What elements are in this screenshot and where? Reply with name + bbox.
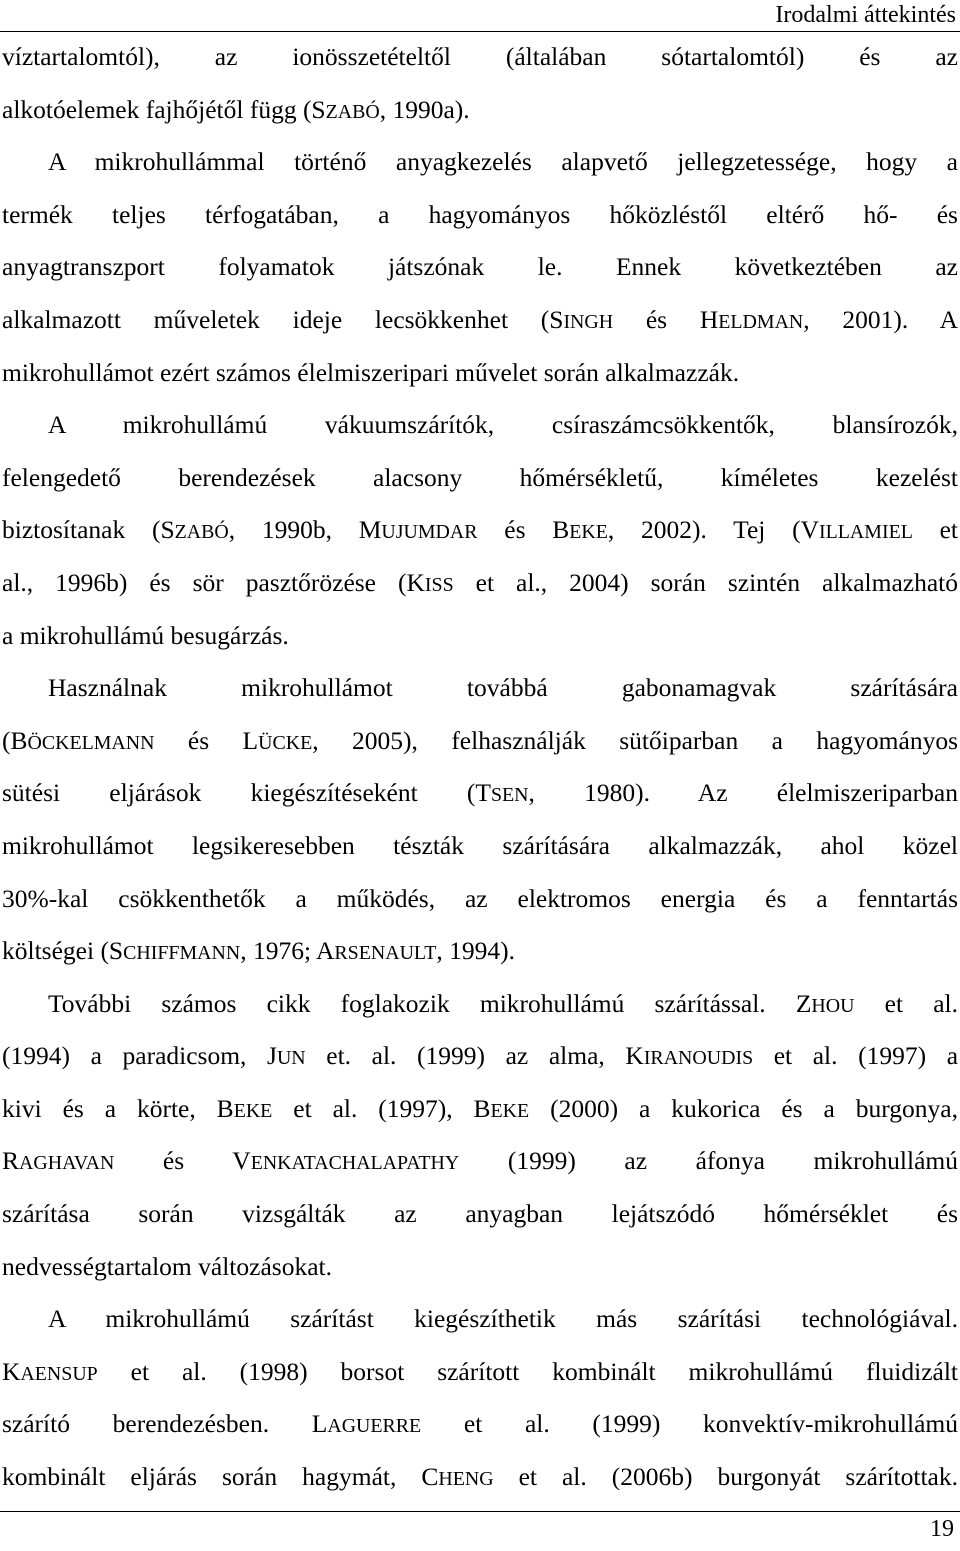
text-line: alkalmazott műveletek ideje lecsökkenhet (SINGH és HELDMAN, 2001). A	[2, 304, 958, 334]
text-line: nedvességtartalom változásokat.	[2, 1251, 332, 1281]
text-line: 30%-kal csökkenthetők a működés, az elektromos energia és a fenntartás	[2, 883, 958, 913]
text-line: A mikrohullámú szárítást kiegészíthetik más szárítási technológiával.	[48, 1304, 958, 1334]
text-line: szárító berendezésben. LAGUERRE et al. (1999) konvektív-mikrohullámú	[2, 1409, 958, 1439]
text-line: (BÖCKELMANN és LÜCKE, 2005), felhasználják sütőiparban a hagyományos	[2, 725, 959, 755]
body-text	[2, 31, 958, 1504]
text-line: RAGHAVAN és VENKATACHALAPATHY (1999) az áfonya mikrohullámú	[2, 1146, 958, 1176]
text-line: alkotóelemek fajhőjétől függ (SZABÓ, 1990a).	[2, 94, 470, 124]
text-line: A mikrohullámmal történő anyagkezelés alapvető jellegzetessége, hogy a	[48, 147, 958, 177]
running-header-title: Irodalmi áttekintés	[775, 2, 956, 28]
text-line: felengedető berendezések alacsony hőmérsékletű, kíméletes kezelést	[2, 462, 958, 492]
text-line: költségei (SCHIFFMANN, 1976; ARSENAULT, 1994).	[2, 936, 516, 966]
page-number: 19	[930, 1516, 954, 1542]
text-line: mikrohullámot legsikeresebben tészták szárítására alkalmazzák, ahol közel	[2, 830, 958, 860]
text-line: KAENSUP et al. (1998) borsot szárított kombinált mikrohullámú fluidizált	[2, 1356, 958, 1386]
text-line: mikrohullámot ezért számos élelmiszeripari művelet során alkalmazzák.	[2, 357, 740, 387]
page-header	[0, 0, 960, 34]
text-line: (1994) a paradicsom, JUN et. al. (1999) az alma, KIRANOUDIS et al. (1997) a	[2, 1041, 959, 1071]
text-line: sütési eljárások kiegészítéseként (TSEN, 1980). Az élelmiszeriparban	[2, 778, 958, 808]
text-line: További számos cikk foglakozik mikrohullámú szárítással. ZHOU et al.	[48, 988, 958, 1018]
footer-rule	[0, 1511, 960, 1512]
text-line: Használnak mikrohullámot továbbá gabonamagvak szárítására	[48, 673, 958, 703]
text-line: anyagtranszport folyamatok játszónak le. Ennek következtében az	[2, 252, 958, 282]
text-line: termék teljes térfogatában, a hagyományos hőközléstől eltérő hő- és	[2, 199, 958, 229]
text-line: víztartalomtól), az ionösszetételtől (általában sótartalomtól) és az	[2, 42, 958, 71]
text-line: biztosítanak (SZABÓ, 1990b, MUJUMDAR és BEKE, 2002). Tej (VILLAMIEL et	[2, 515, 959, 545]
text-line: A mikrohullámú vákuumszárítók, csíraszámcsökkentők, blansírozók,	[48, 410, 958, 440]
text-line: kombinált eljárás során hagymát, CHENG et al. (2006b) burgonyát szárítottak.	[2, 1462, 959, 1492]
text-line: kivi és a körte, BEKE et al. (1997), BEKE (2000) a kukorica és a burgonya,	[2, 1093, 958, 1123]
text-line: al., 1996b) és sör pasztőrözése (KISS et al., 2004) során szintén alkalmazható	[2, 567, 958, 597]
text-line: a mikrohullámú besugárzás.	[2, 620, 289, 650]
text-line: szárítása során vizsgálták az anyagban lejátszódó hőmérséklet és	[2, 1199, 958, 1229]
